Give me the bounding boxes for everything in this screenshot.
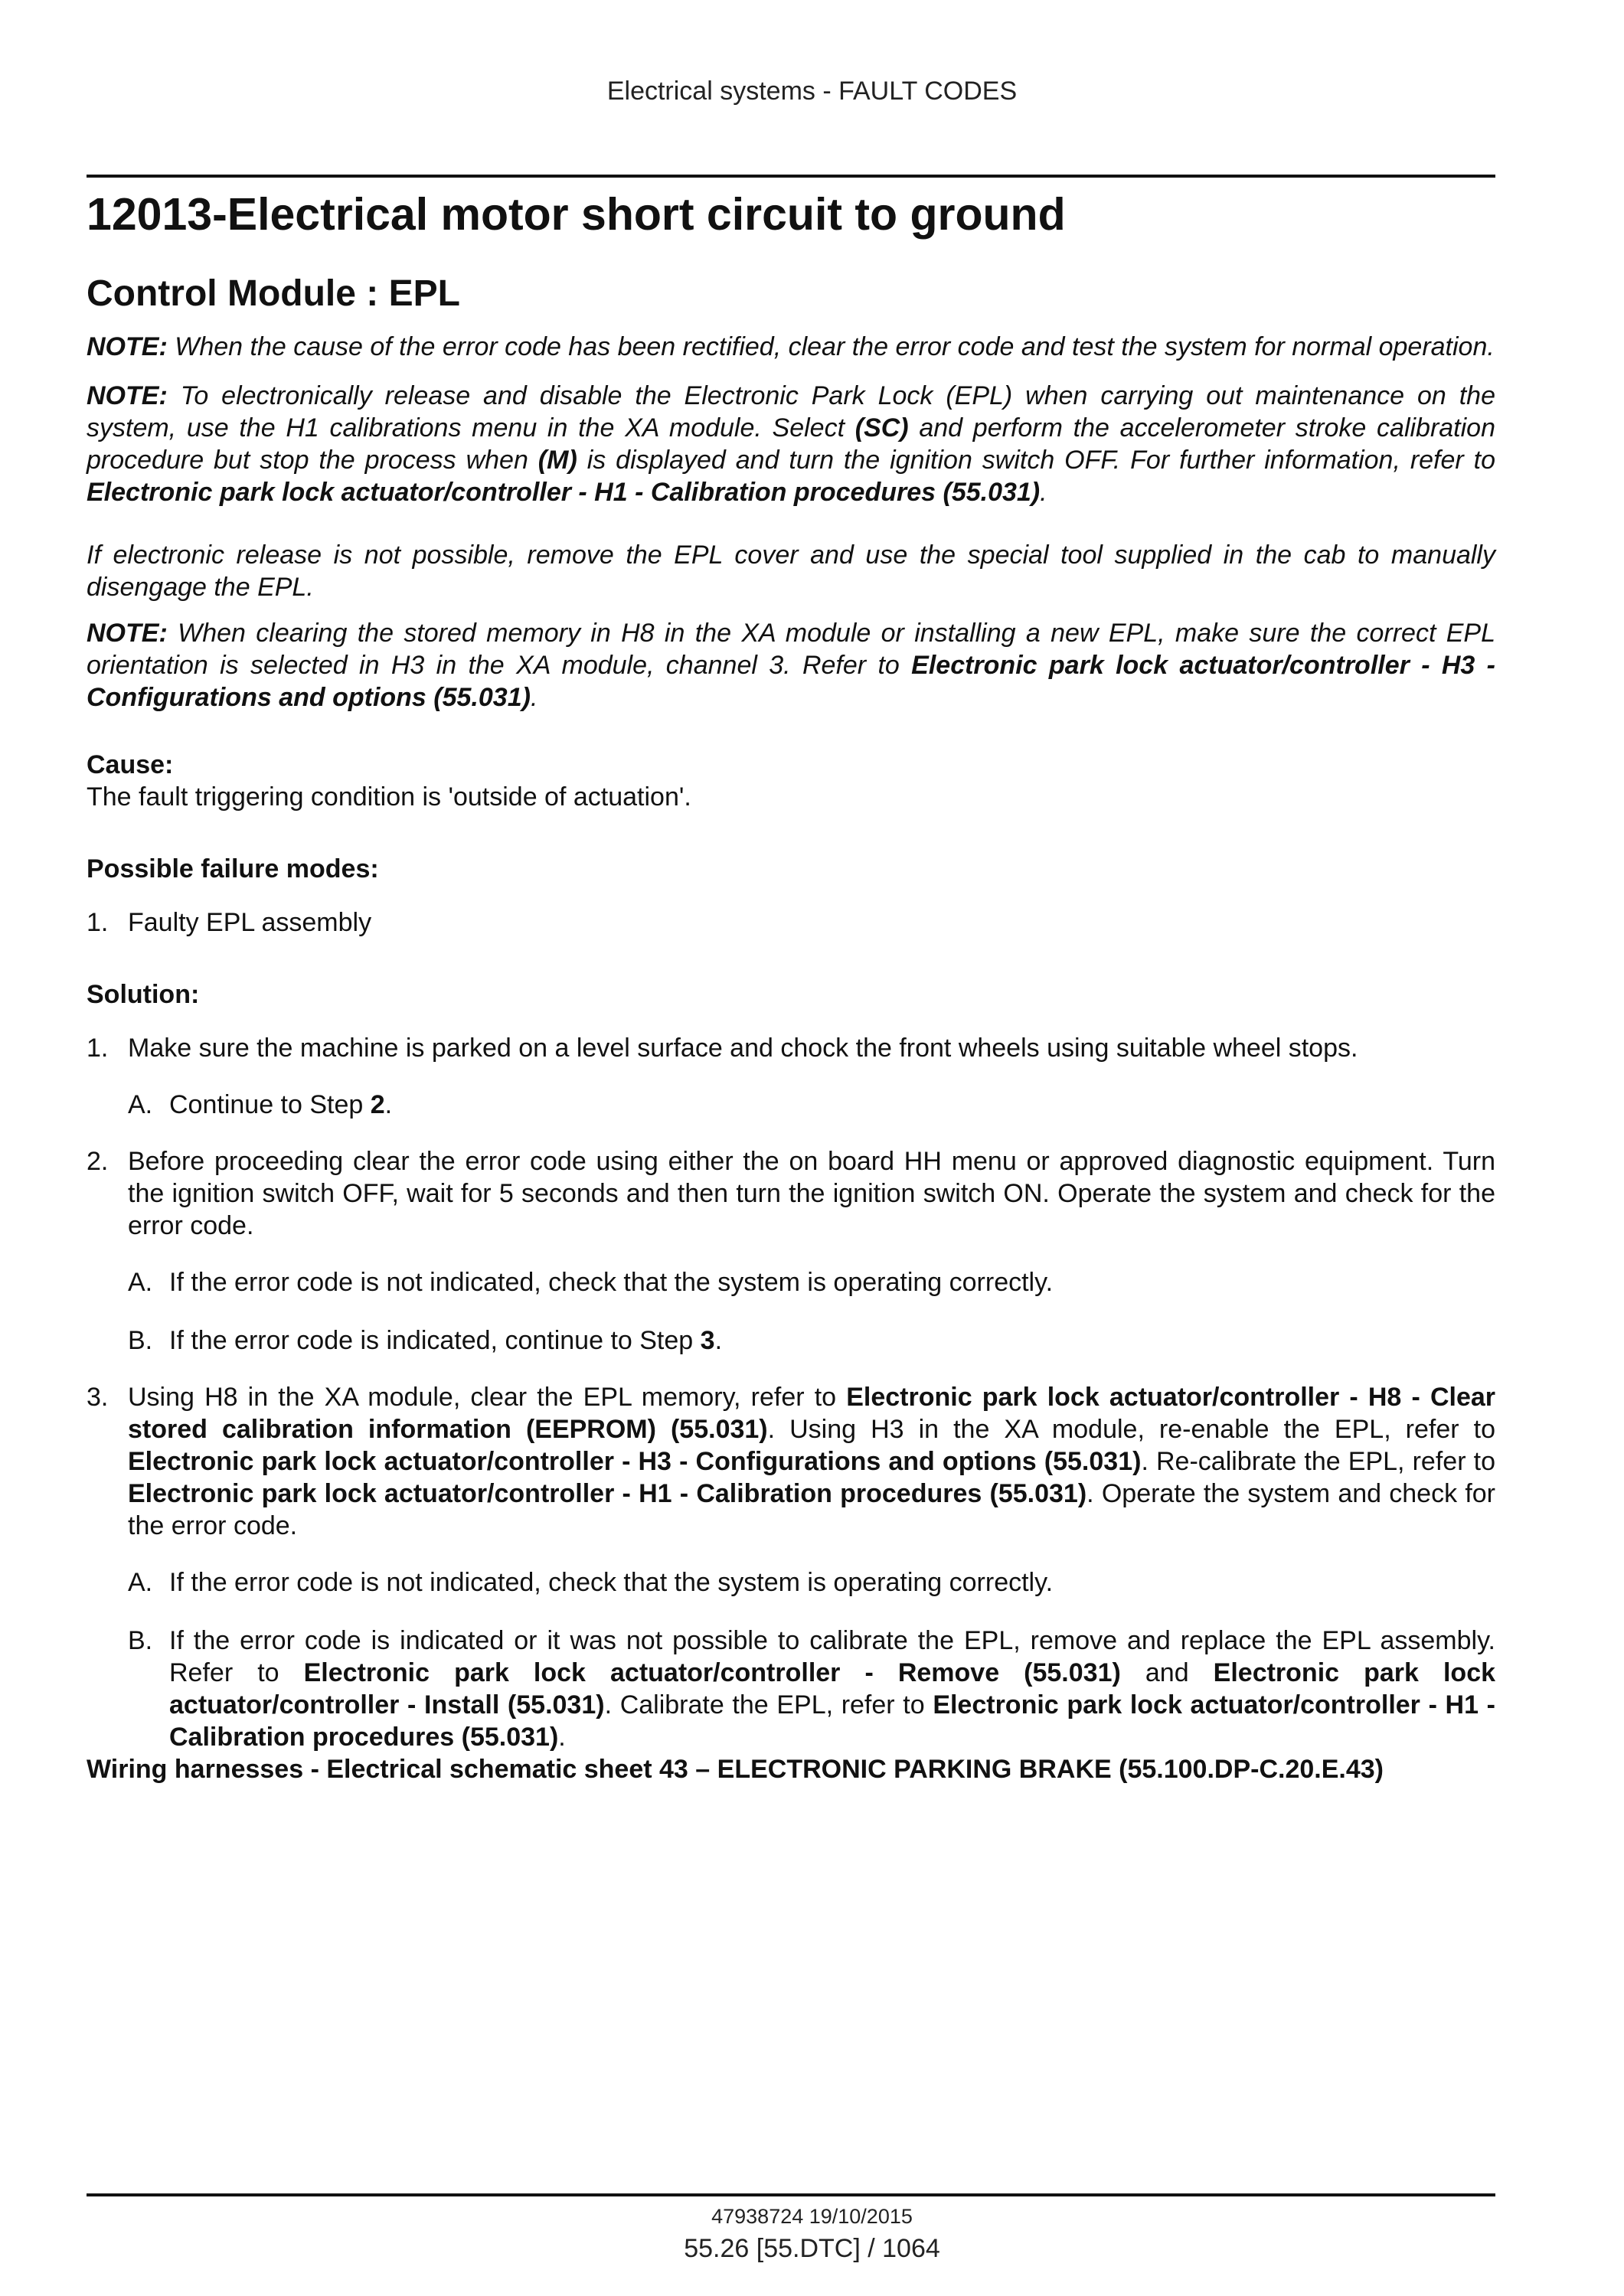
step-number: 1. (87, 1034, 109, 1063)
note-2: NOTE: To electronically release and disable the Electronic Park Lock (EPL) when carrying out maintenance on the system, use the H1 calibrations menu in the XA module. Select (SC) and perform the accelerometer stroke calibration procedure but stop the process when (M) is displayed and turn the ignition switch OFF. For further information, refer to Electronic park lock actuator/controller - H1 - Calibration procedures (55.031). (87, 381, 1496, 507)
substep-letter: A. (128, 1568, 153, 1597)
cause-heading: Cause: (87, 750, 174, 779)
list-text: Faulty EPL assembly (128, 908, 372, 937)
note-1 (87, 331, 1495, 363)
cause-text: The fault triggering condition is 'outside of actuation'. (87, 782, 691, 812)
substep-text: If the error code is not indicated, check that the system is operating correctly. (169, 1268, 1054, 1297)
step-number: 3. (87, 1383, 109, 1412)
step-3-substeps (128, 1566, 1495, 1753)
footer-page-number: 55.26 [55.DTC] / 1064 (684, 2234, 940, 2263)
wiring-reference-link[interactable]: Wiring harnesses - Electrical schematic sheet 43 – ELECTRONIC PARKING BRAKE (55.100.DP-C.20.E.43) (87, 1755, 1384, 1784)
note-2-text-c: is displayed and turn the ignition switch OFF. For further information, refer to (587, 446, 1496, 475)
footer-doc-code: 47938724 19/10/2015 (711, 2205, 913, 2228)
substep-letter: A. (128, 1090, 153, 1119)
substep-letter: A. (128, 1268, 153, 1297)
running-header: Electrical systems - FAULT CODES (606, 77, 1018, 106)
substep: B. If the error code is indicated or it was not possible to calibrate the EPL, remove and replace the EPL assembly. Refer to Electronic park lock actuator/controller - Remove (55.031) and Electronic park lock actuator/controller - Install (55.031). Calibrate the EPL, refer to Electronic park lock actuator/controller - H1 - Calibration procedures (55.031). (128, 1626, 1496, 1752)
step-1-substeps (128, 1089, 1495, 1121)
reference-link[interactable]: Electronic park lock actuator/controller - H8 - Clear stored calibration information (EEPROM) (55.031) (128, 1383, 1495, 1444)
substep-text: Calibrate the EPL, refer to (619, 1690, 925, 1720)
step-text: Re-calibrate the EPL, refer to (1156, 1447, 1495, 1476)
step-text: Before proceeding clear the error code using either the on board HH menu or approved diagnostic equipment. Turn the ignition switch OFF, wait for 5 seconds and then turn the ignition switch ON. Operate the system and check for the error code. (128, 1147, 1495, 1240)
note-3-text: When clearing the stored memory in H8 in the XA module or installing a new EPL, make sure the correct EPL orientation is selected in H3 in the XA module, channel 3. Refer to (87, 619, 1496, 680)
step-text: Using H3 in the XA module, re-enable the EPL, refer to (789, 1415, 1495, 1444)
solution-step-2 (87, 1145, 1495, 1357)
footer-rule (87, 2193, 1495, 2196)
substep-letter: B. (128, 1626, 153, 1655)
reference-link[interactable]: Electronic park lock actuator/controller - H1 - Calibration procedures (55.031) (128, 1479, 1087, 1508)
substep-text: If the error code is indicated or it was not possible to calibrate the EPL, remove and replace the EPL assembly. Refer to (169, 1626, 1495, 1687)
substep-letter: B. (128, 1326, 153, 1355)
substep: A. Continue to Step 2. (128, 1090, 393, 1119)
note-2-m: (M) (538, 446, 577, 475)
substep (128, 1566, 1495, 1599)
failure-modes-list (87, 906, 1495, 939)
substep-text: and (1145, 1658, 1189, 1687)
solution-heading: Solution: (87, 980, 200, 1009)
page-content (87, 178, 1495, 1785)
substep-text: Continue to Step (169, 1090, 364, 1119)
control-module-heading: Control Module : EPL (87, 273, 460, 314)
note-3-reference-link[interactable]: Electronic park lock actuator/controller - H3 - Configurations and options (55.031) (87, 651, 1495, 712)
note-label: NOTE: (87, 332, 168, 361)
step-reference: 3 (700, 1326, 715, 1355)
step-2-substeps (128, 1266, 1495, 1357)
step-text: Using H8 in the XA module, clear the EPL memory, refer to (128, 1383, 837, 1412)
note-2-extra: If electronic release is not possible, remove the EPL cover and use the special tool supplied in the cab to manually disengage the EPL. (87, 541, 1495, 602)
substep-text: If the error code is not indicated, check that the system is operating correctly. (169, 1568, 1054, 1597)
note-2-text-b: and perform the accelerometer stroke calibration procedure but stop the process when (87, 413, 1496, 475)
note-label: NOTE: (87, 619, 168, 648)
step-reference: 2 (370, 1090, 385, 1119)
substep: B. If the error code is indicated, continue to Step 3. (128, 1326, 723, 1355)
solution-step-1 (87, 1032, 1495, 1121)
failure-modes-heading: Possible failure modes: (87, 854, 379, 883)
substep-text: If the error code is indicated, continue to Step (169, 1326, 694, 1355)
solution-step-3: 3. Using H8 in the XA module, clear the EPL memory, refer to Electronic park lock actuator/controller - H8 - Clear stored calibration information (EEPROM) (55.031). Using H3 in the XA module, re-enable the EPL, refer to Electronic park lock actuator/controller - H3 - Configurations and options (55.031). Re-calibrate the EPL, refer to Electronic park lock actuator/controller - H1 - Calibration procedures (55.031). Operate the system and check for the error code. A. If the error code is not indicated, check that the system is operating correctly. B. If the error code is indicated or it was not possible to calibrate the EPL, remove and replace the EPL assembly. Refer to Electronic park lock actuator/controller - Remove (55.031) and Electronic park lock actuator/controller - Install (55.031). Calibrate the EPL, refer to Electronic park lock actuator/controller - H1 - Calibration procedures (55.031). (87, 1383, 1496, 1752)
note-3: NOTE: When clearing the stored memory in H8 in the XA module or installing a new EPL, make sure the correct EPL orientation is selected in H3 in the XA module, channel 3. Refer to Electronic park lock actuator/controller - H3 - Configurations and options (55.031). (87, 619, 1496, 712)
note-2-text-a: To electronically release and disable the Electronic Park Lock (EPL) when carrying out maintenance on the system, use the H1 calibrations menu in the XA module. Select (87, 381, 1495, 443)
reference-link[interactable]: Electronic park lock actuator/controller - H1 - Calibration procedures (55.031) (169, 1690, 1496, 1752)
solution-list (87, 1032, 1495, 1753)
step-number: 2. (87, 1147, 109, 1176)
note-2-reference-link[interactable]: Electronic park lock actuator/controller - H1 - Calibration procedures (55.031) (87, 478, 1041, 507)
note-2-sc: (SC) (854, 413, 909, 443)
step-text: Make sure the machine is parked on a level surface and chock the front wheels using suitable wheel stops. (128, 1034, 1358, 1063)
list-item (87, 906, 1495, 939)
note-label: NOTE: (87, 381, 168, 410)
reference-link[interactable]: Electronic park lock actuator/controller - Install (55.031) (169, 1658, 1496, 1720)
substep (128, 1266, 1495, 1298)
step-text: Operate the system and check for the error code. (128, 1479, 1495, 1540)
note-1-text: When the cause of the error code has been rectified, clear the error code and test the system for normal operation. (175, 332, 1495, 361)
reference-link[interactable]: Electronic park lock actuator/controller - H3 - Configurations and options (55.031) (128, 1447, 1142, 1476)
page-title: 12013-Electrical motor short circuit to ground (87, 189, 1066, 240)
reference-link[interactable]: Electronic park lock actuator/controller - Remove (55.031) (303, 1658, 1121, 1687)
list-number: 1. (87, 908, 109, 937)
